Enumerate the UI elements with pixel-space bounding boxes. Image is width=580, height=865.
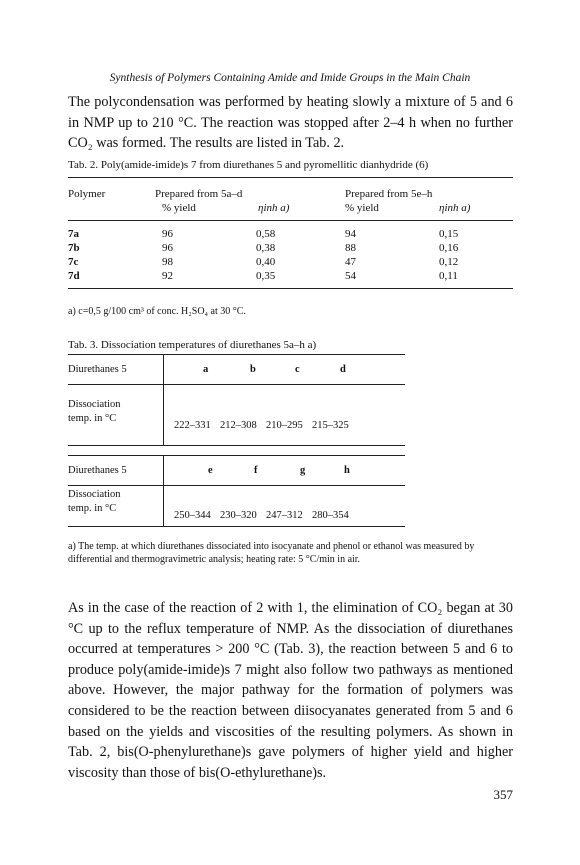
table2-top-rule: [68, 177, 513, 178]
page-number: 357: [493, 787, 513, 802]
paragraph-intro: The polycondensation was performed by heating slowly a mixture of 5 and 6 in NMP up to 210 °C. The reaction was stopped after 2–4 h when no further CO₂ was formed. The results are listed in Tab. 2.: [68, 94, 513, 152]
table2-cell-eta-a: 0,58: [256, 228, 276, 240]
table3-value: 222–331: [174, 420, 211, 431]
table2-cell-yield-a: 98: [162, 256, 173, 268]
table2-cell-polymer: 7a: [68, 228, 79, 240]
table2-cell-eta-a: 0,40: [256, 256, 276, 268]
table3-caption: Tab. 3. Dissociation temperatures of diurethanes 5a–h a): [68, 339, 317, 351]
table2-caption: Tab. 2. Poly(amide-imide)s 7 from diurethanes 5 and pyromellitic dianhydride (6): [68, 159, 429, 171]
table2-col-polymer: Polymer: [68, 188, 106, 200]
table3-row-head: Diurethanes 5: [68, 364, 127, 375]
table2-cell-eta-b: 0,16: [439, 242, 459, 254]
table2-sub-yield-a: % yield: [162, 202, 196, 214]
table2-sub-yield-b: % yield: [345, 202, 379, 214]
table3-footnote: a) The temp. at which diurethanes dissociated into isocyanate and phenol or ethanol was measured by differential and thermogravimetric analysis; heating rate: 5 °C/min in air.: [68, 541, 475, 565]
table3-row-label: Dissociation: [68, 489, 121, 500]
table3-value: 247–312: [266, 510, 303, 521]
table3-value: 212–308: [220, 420, 257, 431]
table2-cell-yield-b: 54: [345, 270, 356, 282]
table3-value: 215–325: [312, 420, 349, 431]
table2-cell-polymer: 7c: [68, 256, 79, 268]
table2-cell-yield-a: 92: [162, 270, 173, 282]
table3-letter: c: [295, 364, 300, 375]
table2-sub-eta-a: ηinh a): [258, 202, 290, 214]
table2-cell-yield-b: 47: [345, 256, 356, 268]
table2-cell-polymer: 7d: [68, 270, 80, 282]
table2-cell-polymer: 7b: [68, 242, 80, 254]
table2-cell-eta-b: 0,11: [439, 270, 458, 282]
table3-block-1: [68, 354, 405, 446]
table3-letter: b: [250, 364, 256, 375]
table3-value: 250–344: [174, 510, 211, 521]
table3-value: 230–320: [220, 510, 257, 521]
table3-letter: f: [254, 465, 258, 476]
table2-cell-yield-a: 96: [162, 242, 173, 254]
table3-block-2: [68, 455, 405, 527]
table2-group-b: Prepared from 5e–h: [345, 188, 433, 200]
table2-cell-yield-b: 94: [345, 228, 356, 240]
table2-bottom-rule: [68, 288, 513, 289]
table2-footnote: a) c=0,5 g/100 cm³ of conc. H₂SO₄ at 30 °C.: [68, 306, 246, 317]
table3-letter: a: [203, 364, 209, 375]
table2-cell-eta-a: 0,38: [256, 242, 276, 254]
paragraph-discussion: As in the case of the reaction of 2 with 1, the elimination of CO₂ began at 30 °C up to the reflux temperature of NMP. As the dissociation of diurethanes occurred at temperatures > 200 °C (Tab. 3), the reaction between 5 and 6 to produce poly(amide-imide)s 7 might also follow two pathways as mentioned above. However, the major pathway for the formation of polymers was considered to be the reaction between diisocyanates generated from 5 and 6 based on the yields and viscosities of the resulting polymers. As shown in Tab. 2, bis(O-phenylurethane)s gave polymers of higher yield and higher viscosity than those of bis(O-ethylurethane)s.: [68, 600, 513, 781]
table3-letter: e: [208, 465, 213, 476]
table2-sub-eta-b: ηinh a): [439, 202, 471, 214]
table3-letter: g: [300, 465, 306, 476]
table2-cell-eta-b: 0,15: [439, 228, 459, 240]
table2-cell-eta-b: 0,12: [439, 256, 459, 268]
table3-row-label: temp. in °C: [68, 413, 117, 424]
table2-cell-yield-b: 88: [345, 242, 356, 254]
table2-group-a: Prepared from 5a–d: [155, 188, 243, 200]
table3-letter: d: [340, 364, 346, 375]
table3-row-label: temp. in °C: [68, 503, 117, 514]
table3-value: 210–295: [266, 420, 303, 431]
table3-value: 280–354: [312, 510, 349, 521]
table3-row-label: Dissociation: [68, 399, 121, 410]
running-header: Synthesis of Polymers Containing Amide and Imide Groups in the Main Chain: [109, 72, 471, 84]
table3-letter: h: [344, 465, 350, 476]
table3-row-head: Diurethanes 5: [68, 465, 127, 476]
table2-cell-eta-a: 0,35: [256, 270, 276, 282]
table2-cell-yield-a: 96: [162, 228, 173, 240]
table2-head-rule: [68, 220, 513, 221]
